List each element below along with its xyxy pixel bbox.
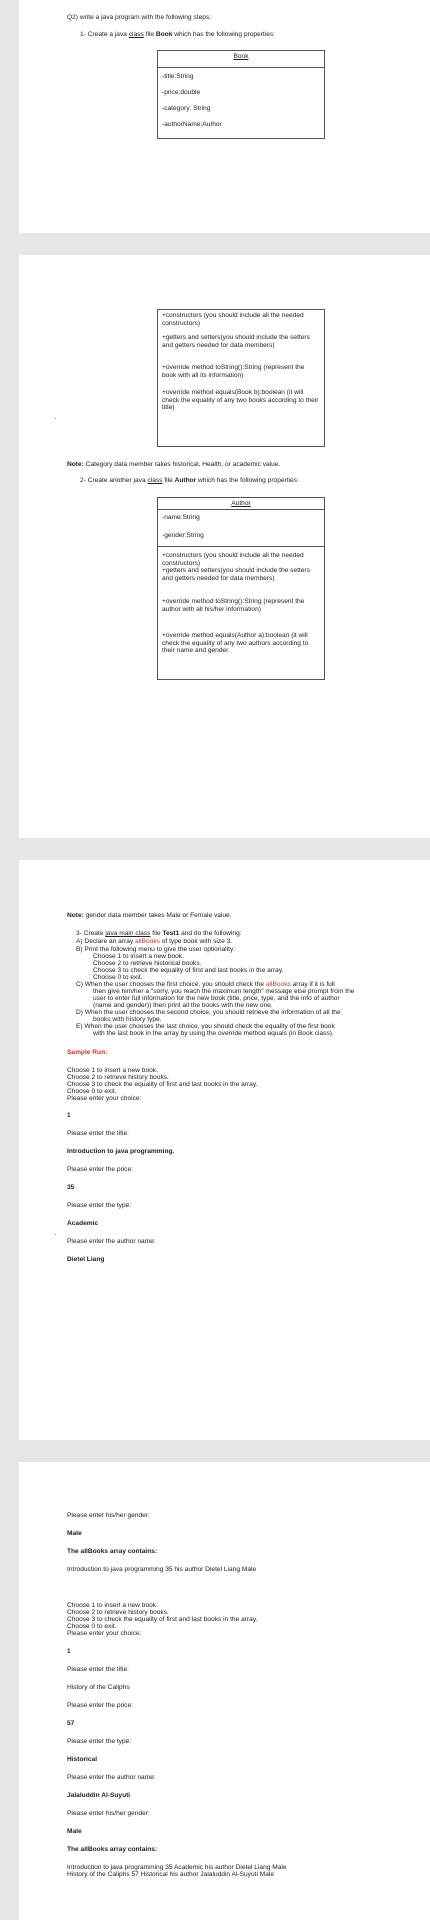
run-menu-line: Choose 0 to exit. <box>67 1623 117 1630</box>
author-method: +override method toString():String (represent the author with all his/her information) <box>162 598 305 613</box>
run-input: History of the Caliphs <box>67 1684 130 1691</box>
book-method: +override method equals(Book b):boolean (it will check the equality of any two books according to their title) <box>162 389 319 412</box>
run-prompt: Please enter the type: <box>67 1738 132 1745</box>
question-title: Q2) write a java program with the following steps: <box>67 14 212 21</box>
run-prompt: Please enter the author name: <box>67 1238 156 1245</box>
run-output-line: History of the Caliphs 57 Historical his author Jalaluddin Al-Suyuti Male <box>67 1871 275 1878</box>
item-d: D) When the user chooses the second choice, you should retrieve the information of all the <box>76 1009 341 1016</box>
run-input: Introduction to java programming. <box>67 1148 175 1155</box>
page-1 <box>19 0 430 233</box>
book-field: -title:String <box>162 73 194 80</box>
run-menu-line: Choose 2 to retrieve history books. <box>67 1609 169 1616</box>
item-d-cont: books with history type. <box>93 1016 162 1023</box>
run-menu-line: Choose 2 to retrieve history books. <box>67 1074 169 1081</box>
run-output-line: Introduction to java programming 35 Academic his author Dietel Liang Male <box>67 1864 287 1871</box>
run-prompt: Please enter the price: <box>67 1166 133 1173</box>
run-menu-line: Please enter your choice: <box>67 1630 142 1637</box>
menu-line: Choose 2 to retrieve historical books. <box>93 960 202 967</box>
item-a: A) Declare an array allBooks of type book with size 3. <box>76 938 233 945</box>
item-c-cont: then give him/her a "sorry, you reach the maximum length" message else prompt from the <box>93 988 355 995</box>
item-c-cont: user to enter full information for the new book (title, price, type, and the info of author <box>93 995 340 1002</box>
run-menu-line: Choose 3 to check the equality of first and last books in the array. <box>67 1081 258 1088</box>
run-output-line: Introduction to java programming 35 his author Dietel Liang Male <box>67 1566 257 1573</box>
item-c-cont: (name and gender)) then print all the books with the new one. <box>93 1002 273 1009</box>
book-field: -authorName:Author <box>162 121 222 128</box>
run-prompt: Please enter his/her gender: <box>67 1512 150 1519</box>
run-input: 1 <box>67 1112 71 1119</box>
page-4 <box>19 1462 430 1920</box>
book-uml-header: Book <box>233 53 249 60</box>
book-method: +getters and setters(you should include the setters and getters needed for data members) <box>162 334 310 349</box>
run-menu-line: Choose 1 to insert a new book. <box>67 1602 158 1609</box>
author-field: -gender:String <box>162 532 204 539</box>
step-2-line: 2- Create another java class file Author which has the following properties: <box>80 477 299 484</box>
margin-mark <box>55 418 56 419</box>
run-menu-line: Choose 3 to check the equality of first and last books in the array. <box>67 1616 258 1623</box>
run-input: Male <box>67 1530 82 1537</box>
run-menu-line: Choose 1 to insert a new book. <box>67 1067 158 1074</box>
book-field: -category: String <box>162 105 211 112</box>
menu-line: Choose 3 to check the equality of first and last books in the array. <box>93 967 284 974</box>
sample-run-heading: Sample Run: <box>67 1049 108 1056</box>
item-e-cont: with the last book in the array by using the override method equals (in Book class). <box>93 1030 334 1037</box>
menu-line: Choose 0 to exit. <box>93 974 143 981</box>
note-category: Note: Category data member takes historical, Health, or academic value. <box>67 461 281 468</box>
run-input: 35 <box>67 1184 75 1191</box>
run-menu-line: Please enter your choice: <box>67 1095 142 1102</box>
item-b: B) Print the following menu to give the user optionality: <box>76 946 236 953</box>
run-prompt: Please enter the title: <box>67 1130 129 1137</box>
step-3-line: 3- Create java main class file Test1 and do the following: <box>76 930 242 937</box>
item-e: E) When the user chooses the last choice, you should check the equality of the first book <box>76 1023 335 1030</box>
run-input: Dietel Liang <box>67 1256 105 1263</box>
book-methods-box <box>157 309 325 447</box>
run-output-label: The allBooks array contains: <box>67 1548 158 1555</box>
run-prompt: Please enter the author name: <box>67 1774 156 1781</box>
run-input: Male <box>67 1828 82 1835</box>
book-field: -price:double <box>162 89 201 96</box>
run-prompt: Please enter the title: <box>67 1666 129 1673</box>
run-menu-line: Choose 0 to exit. <box>67 1088 117 1095</box>
author-uml-box <box>157 497 325 680</box>
book-method: +constructors (you should include all the needed constructors) <box>162 312 304 327</box>
run-input: Jalaluddin Al-Suyuti <box>67 1792 131 1799</box>
author-method: +constructors (you should include all the needed constructors) +getters and setters(you should include the setters and getters needed for data members) <box>162 552 310 582</box>
run-prompt: Please enter the type: <box>67 1202 132 1209</box>
author-uml-header: Author <box>231 500 251 507</box>
run-input: 1 <box>67 1648 71 1655</box>
run-prompt: Please enter the price: <box>67 1702 133 1709</box>
item-c: C) When the user chooses the first choice, you should check the allBooks array if it is full <box>76 981 335 988</box>
note-gender: Note: gender data member takes Male or Female value. <box>67 912 232 919</box>
step-1-line: 1- Create a java class file Book which has the following properties: <box>80 31 275 38</box>
page-3 <box>19 860 430 1440</box>
menu-line: Choose 1 to insert a new book. <box>93 953 184 960</box>
margin-mark <box>55 1234 56 1235</box>
run-input: 57 <box>67 1720 75 1727</box>
run-input: Academic <box>67 1220 99 1227</box>
author-method: +override method equals(Author a):boolean (it will check the equality of any two authors according to their name and gender. <box>162 632 309 655</box>
run-input: Historical <box>67 1756 98 1763</box>
page-2 <box>19 255 430 838</box>
book-uml-box <box>157 50 325 139</box>
book-method: +override method toString():String (represent the book with all its information) <box>162 364 305 379</box>
run-prompt: Please enter his/her gender: <box>67 1810 150 1817</box>
run-output-label: The allBooks array contains: <box>67 1846 158 1853</box>
author-field: -name:String <box>162 514 200 521</box>
